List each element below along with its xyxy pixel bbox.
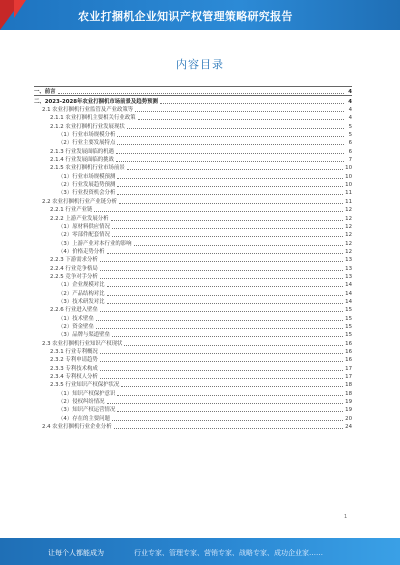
- toc-leader-dots: [134, 245, 344, 246]
- toc-entry-text: 2.1 农业打捆机行业监管及产业政策等: [42, 107, 134, 114]
- toc-entry[interactable]: [34, 263, 352, 271]
- toc-entry-text: （2）资金壁垒: [58, 323, 94, 330]
- toc-entry[interactable]: [34, 322, 352, 330]
- toc-leader-dots: [127, 169, 343, 170]
- toc-entry-page: 15: [345, 307, 352, 314]
- toc-entry-page: 4: [348, 98, 352, 105]
- toc-leader-dots: [112, 336, 343, 337]
- toc-entry[interactable]: [34, 205, 352, 213]
- toc-entry-text: （1）原材料供应情况: [58, 223, 110, 230]
- toc-leader-dots: [116, 161, 344, 162]
- toc-leader-dots: [117, 395, 343, 396]
- toc-entry-page: 17: [345, 374, 352, 381]
- toc-leader-dots: [100, 370, 343, 371]
- toc-entry[interactable]: [34, 380, 352, 388]
- toc-entry-text: （4）价格走势分析: [58, 248, 105, 255]
- toc-leader-dots: [117, 411, 343, 412]
- toc-leader-dots: [117, 136, 344, 137]
- toc-leader-dots: [124, 345, 343, 346]
- header-bar: [0, 0, 400, 30]
- toc-entry-text: （3）知识产权运营情况: [58, 407, 116, 414]
- toc-leader-dots: [116, 153, 344, 154]
- toc-entry-page: 13: [345, 273, 352, 280]
- toc-entry[interactable]: [34, 255, 352, 263]
- toc-entry-text: （1）知识产权保护意识: [58, 390, 116, 397]
- toc-leader-dots: [100, 378, 343, 379]
- toc-entry-text: （3）行业投资机会分析: [58, 190, 116, 197]
- toc-entry-page: 14: [345, 290, 352, 297]
- toc-entry-text: 2.2.5 竞争对手分析: [50, 273, 98, 280]
- toc-leader-dots: [121, 386, 343, 387]
- toc-entry[interactable]: [34, 413, 352, 421]
- toc-entry-page: 12: [345, 240, 352, 247]
- toc-entry-text: 2.3.4 专利权人分析: [50, 374, 98, 381]
- toc-entry-page: 16: [345, 357, 352, 364]
- toc-entry-text: 二、2023-2028年农业打捆机市场前景及趋势预测: [34, 98, 158, 105]
- toc-entry[interactable]: [34, 297, 352, 305]
- toc-entry-text: （2）行业发展趋势预测: [58, 182, 116, 189]
- table-of-contents: [34, 86, 352, 430]
- toc-entry[interactable]: [34, 238, 352, 246]
- toc-entry-page: 18: [345, 382, 352, 389]
- toc-leader-dots: [107, 403, 344, 404]
- toc-entry-text: 2.1.5 农业打捆机行业市场前景: [50, 165, 125, 172]
- toc-entry-text: （1）企业规模对比: [58, 282, 105, 289]
- toc-entry-text: （4）存在的主要问题: [58, 415, 110, 422]
- toc-entry-text: 2.2.2 上游产业发展分析: [50, 215, 109, 222]
- toc-entry[interactable]: [34, 138, 352, 146]
- toc-entry[interactable]: [34, 338, 352, 346]
- toc-leader-dots: [100, 353, 343, 354]
- toc-entry-text: 2.1.3 行业发展面临的机遇: [50, 148, 114, 155]
- toc-entry-text: 一、前言: [34, 89, 56, 96]
- toc-entry-page: 4: [348, 89, 352, 96]
- toc-entry[interactable]: [34, 422, 352, 430]
- toc-entry-text: 2.3 农业打捆机行业知识产权现状: [42, 340, 123, 347]
- toc-entry-page: 13: [345, 257, 352, 264]
- toc-entry[interactable]: [34, 247, 352, 255]
- toc-entry-text: （2）侵权纠纷情况: [58, 399, 105, 406]
- toc-entry-page: 13: [345, 265, 352, 272]
- toc-entry-page: 12: [345, 232, 352, 239]
- toc-entry-text: （2）零部件配套情况: [58, 232, 110, 239]
- toc-entry-page: 14: [345, 282, 352, 289]
- toc-entry-page: 5: [348, 132, 352, 139]
- toc-leader-dots: [96, 328, 343, 329]
- toc-leader-dots: [100, 261, 343, 262]
- toc-entry-page: 10: [345, 182, 352, 189]
- toc-entry-page: 20: [345, 415, 352, 422]
- toc-leader-dots: [117, 178, 343, 179]
- toc-entry-page: 18: [345, 390, 352, 397]
- toc-entry-text: （2）产品结构对比: [58, 290, 105, 297]
- toc-entry-text: 2.3.1 行业专利概况: [50, 349, 98, 355]
- toc-entry-page: 4: [348, 107, 352, 114]
- footer-slogan: 让每个人都能成为: [48, 549, 104, 557]
- toc-entry[interactable]: [34, 363, 352, 371]
- toc-entry-text: 2.1.4 行业发展面临的挑战: [50, 157, 114, 164]
- toc-entry-text: （1）技术壁垒: [58, 315, 94, 322]
- toc-entry-text: 2.3.2 专利申请趋势: [50, 357, 98, 364]
- toc-entry-page: 19: [345, 407, 352, 414]
- toc-entry-page: 10: [345, 165, 352, 172]
- toc-entry[interactable]: [34, 372, 352, 380]
- toc-entry-text: 2.2.6 行业进入壁垒: [50, 307, 98, 314]
- toc-entry[interactable]: [34, 130, 352, 138]
- toc-entry[interactable]: [34, 230, 352, 238]
- toc-entry[interactable]: [34, 121, 352, 129]
- toc-entry-page: 7: [348, 157, 352, 164]
- toc-entry[interactable]: [34, 196, 352, 204]
- toc-entry-page: 16: [345, 349, 352, 355]
- header-corner-accent-inner: [14, 0, 26, 18]
- toc-entry-page: 11: [345, 198, 352, 205]
- toc-entry-text: （2）行业主要发展特点: [58, 140, 116, 147]
- toc-entry-page: 12: [345, 248, 352, 255]
- toc-entry-text: （1）行业市场规模分析: [58, 132, 116, 139]
- toc-leader-dots: [96, 320, 343, 321]
- toc-entry-text: （3）品牌与渠道壁垒: [58, 332, 110, 339]
- toc-leader-dots: [117, 144, 344, 145]
- toc-leader-dots: [107, 286, 344, 287]
- toc-leader-dots: [107, 295, 344, 296]
- toc-entry-text: 2.2.1 行业产业链: [50, 207, 93, 214]
- toc-entry[interactable]: [34, 113, 352, 121]
- toc-leader-dots: [112, 228, 343, 229]
- toc-entry-page: 6: [348, 140, 352, 147]
- toc-entry-page: 16: [345, 340, 352, 347]
- toc-entry-page: 6: [348, 148, 352, 155]
- toc-leader-dots: [138, 119, 344, 120]
- toc-entry[interactable]: [34, 405, 352, 413]
- toc-leader-dots: [100, 361, 343, 362]
- toc-entry-page: 15: [345, 315, 352, 322]
- toc-entry[interactable]: [34, 180, 352, 188]
- toc-entry[interactable]: [34, 146, 352, 154]
- toc-entry[interactable]: [34, 397, 352, 405]
- report-title: 农业打捆机企业知识产权管理策略研究报告: [78, 10, 293, 23]
- toc-entry-text: 2.2.3 下游需求分析: [50, 257, 98, 264]
- toc-entry-page: 10: [345, 173, 352, 180]
- toc-entry-page: 24: [345, 424, 352, 431]
- toc-entry[interactable]: [34, 163, 352, 171]
- toc-entry-text: （3）技术研发对比: [58, 298, 105, 305]
- toc-leader-dots: [100, 311, 343, 312]
- toc-entry[interactable]: [34, 288, 352, 296]
- toc-leader-dots: [114, 428, 344, 429]
- toc-entry-page: 12: [345, 215, 352, 222]
- toc-entry-page: 19: [345, 399, 352, 406]
- toc-leader-dots: [112, 420, 343, 421]
- toc-leader-dots: [112, 236, 343, 237]
- toc-entry-text: 2.1.1 农业打捆机主要相关行业政策: [50, 115, 136, 122]
- toc-entry-page: 17: [345, 365, 352, 372]
- toc-entry-text: 2.1.2 农业打捆机行业发展现状: [50, 123, 125, 130]
- toc-leader-dots: [117, 186, 343, 187]
- toc-entry[interactable]: [34, 280, 352, 288]
- page-number: 1: [344, 514, 348, 520]
- footer-tagline: 行业专家、管理专家、营销专家、战略专家、成功企业家……: [134, 549, 323, 557]
- toc-leader-dots: [107, 303, 344, 304]
- toc-leader-dots: [127, 128, 344, 129]
- toc-leader-dots: [107, 253, 344, 254]
- toc-entry-page: 5: [348, 123, 352, 130]
- toc-entry-page: 15: [345, 323, 352, 330]
- toc-entry-text: 2.3.5 行业知识产权保护状况: [50, 382, 120, 389]
- toc-entry-text: 2.2.4 行业竞争格局: [50, 265, 98, 272]
- toc-entry[interactable]: [34, 313, 352, 321]
- footer-bar: [0, 538, 400, 565]
- toc-entry[interactable]: [34, 188, 352, 196]
- toc-entry-page: 11: [345, 190, 352, 197]
- toc-entry[interactable]: [34, 388, 352, 396]
- toc-entry[interactable]: [34, 105, 352, 113]
- toc-entry-page: 12: [345, 223, 352, 230]
- toc-leader-dots: [100, 270, 343, 271]
- toc-leader-dots: [58, 93, 344, 94]
- toc-entry[interactable]: [34, 155, 352, 163]
- toc-entry-text: 2.3.3 专利技术构成: [50, 365, 98, 372]
- toc-entry[interactable]: [34, 272, 352, 280]
- toc-entry[interactable]: [34, 95, 352, 104]
- toc-entry[interactable]: [34, 222, 352, 230]
- toc-entry[interactable]: [34, 171, 352, 179]
- toc-entry[interactable]: [34, 305, 352, 313]
- toc-leader-dots: [94, 211, 343, 212]
- toc-entry[interactable]: [34, 347, 352, 355]
- toc-entry-page: 15: [345, 332, 352, 339]
- toc-leader-dots: [100, 278, 343, 279]
- toc-leader-dots: [117, 194, 343, 195]
- toc-entry-page: 4: [348, 115, 352, 122]
- toc-entry[interactable]: [34, 330, 352, 338]
- toc-entry-page: 14: [345, 298, 352, 305]
- toc-entry[interactable]: [34, 213, 352, 221]
- toc-leader-dots: [135, 111, 344, 112]
- toc-leader-dots: [160, 103, 344, 104]
- toc-entry-text: （3）上游产业对本行业的影响: [58, 240, 132, 247]
- toc-leader-dots: [119, 203, 343, 204]
- toc-leader-dots: [111, 220, 344, 221]
- toc-entry[interactable]: [34, 86, 352, 95]
- toc-entry-text: 2.2 农业打捆机行业产业链分析: [42, 198, 117, 205]
- toc-entry-page: 12: [345, 207, 352, 214]
- toc-entry-text: 2.4 农业打捆机行业企业分析: [42, 424, 112, 431]
- toc-entry[interactable]: [34, 355, 352, 363]
- toc-heading: 内容目录: [176, 58, 224, 71]
- toc-entry-text: （1）行业市场规模预测: [58, 173, 116, 180]
